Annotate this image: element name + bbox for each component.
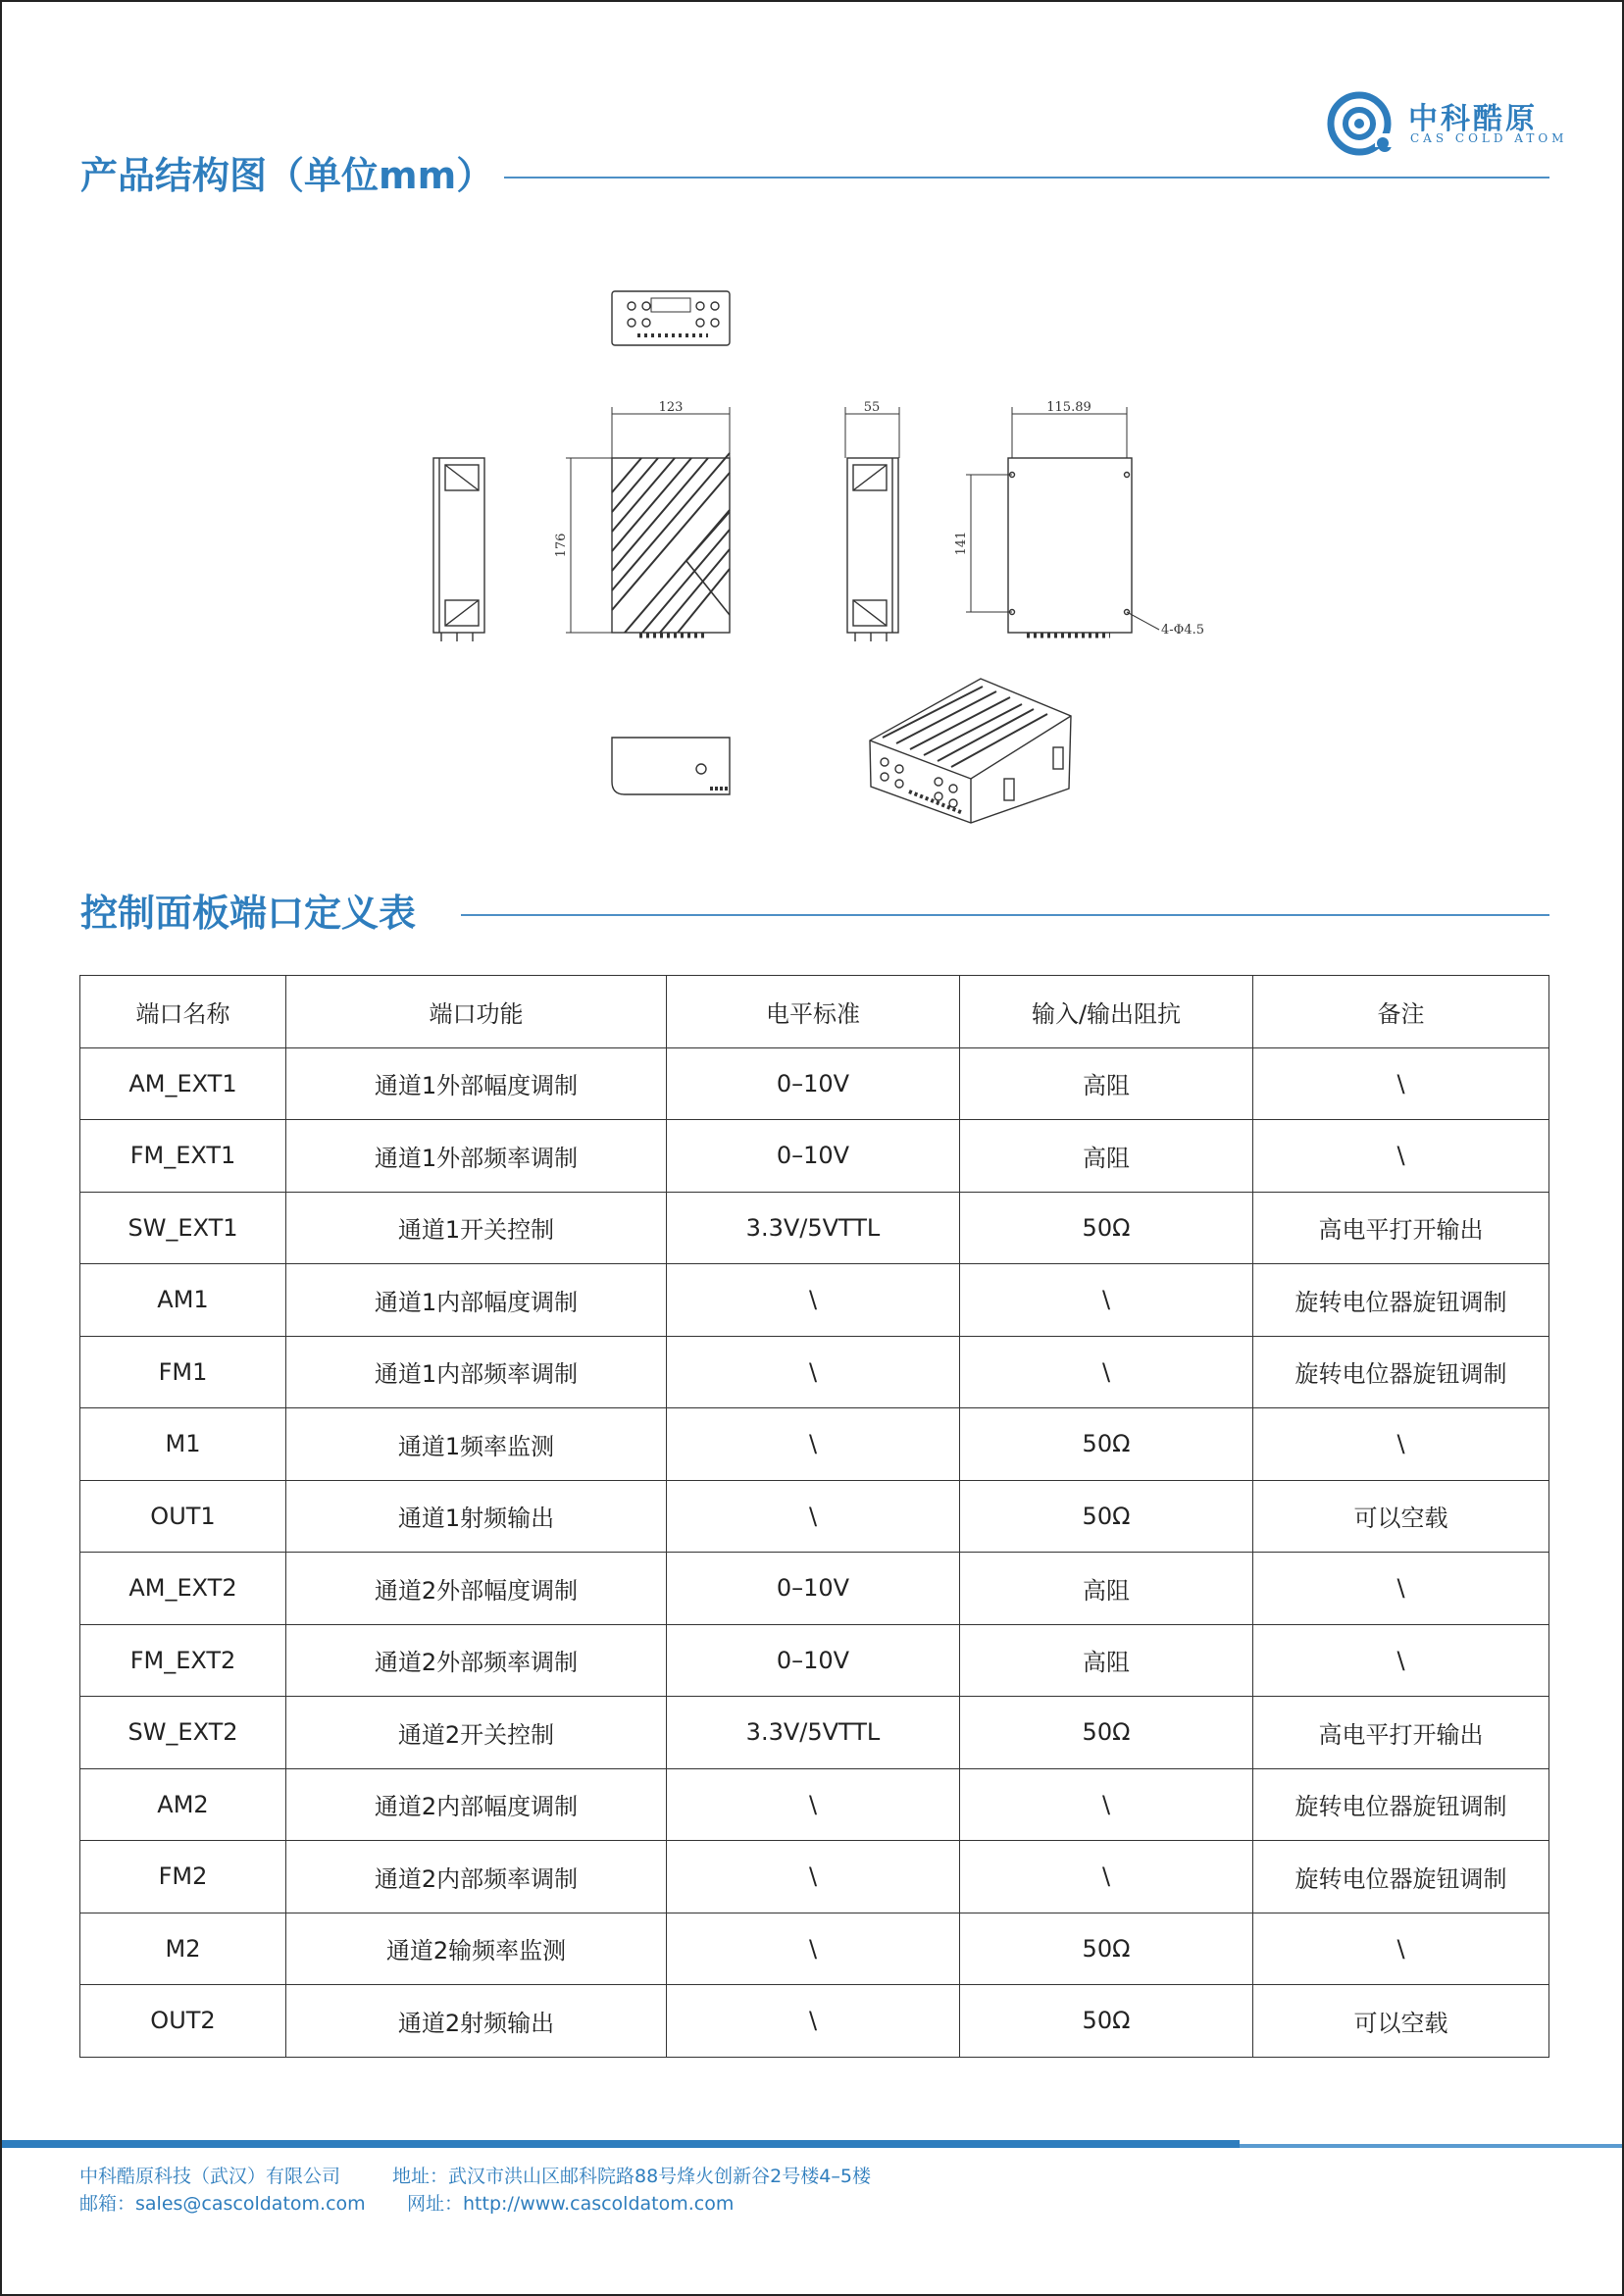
cell-remarks: \ [1253,1913,1549,1985]
isometric-view [870,679,1071,823]
back-view [954,400,1204,638]
section-structure-header [80,151,1549,200]
header-level-standard: 电平标准 [667,976,960,1048]
cell-remarks: 旋转电位器旋钮调制 [1253,1841,1549,1913]
section-divider [504,177,1549,179]
footer-bar [2,2140,1240,2148]
logo-mark-icon [1326,88,1404,159]
table-row [80,1120,1549,1193]
cell-impedance: \ [960,1264,1253,1337]
table-row [80,1841,1549,1913]
footer-company: 中科酷原科技（武汉）有限公司 [79,2166,341,2187]
section-divider [461,914,1549,916]
dim-mount-height-label: 141 [954,531,969,556]
table-row [80,1624,1549,1697]
cell-level-standard: \ [667,1841,960,1913]
cell-impedance: \ [960,1768,1253,1841]
cell-port-name: FM2 [80,1841,286,1913]
bottom-view [612,738,730,794]
hole-spec-label: 4-Φ4.5 [1161,623,1204,638]
top-view [612,291,730,345]
table-row [80,1913,1549,1985]
cell-impedance: 50Ω [960,1913,1253,1985]
port-definition-table [79,975,1549,2058]
footer-bar-thin [1240,2144,1622,2148]
footer-website[interactable]: 网址：http://www.cascoldatom.com [407,2193,735,2215]
cell-impedance: 50Ω [960,1408,1253,1481]
right-side-view [845,400,899,641]
cell-impedance: 50Ω [960,1697,1253,1769]
cell-port-name: AM1 [80,1264,286,1337]
cell-remarks: 旋转电位器旋钮调制 [1253,1264,1549,1337]
dim-width-label: 123 [658,400,684,415]
dim-mount-width-label: 115.89 [1046,400,1091,415]
cell-port-name: M1 [80,1408,286,1481]
cell-level-standard: 0–10V [667,1120,960,1193]
cell-port-function: 通道1外部频率调制 [286,1120,667,1193]
cell-level-standard: \ [667,1408,960,1481]
cell-remarks: \ [1253,1553,1549,1625]
table-row [80,1697,1549,1769]
table-row [80,1408,1549,1481]
cell-level-standard: 3.3V/5VTTL [667,1697,960,1769]
front-view [554,400,730,636]
cell-port-name: AM_EXT2 [80,1553,286,1625]
dim-depth-label: 55 [863,400,881,415]
cell-port-function: 通道2开关控制 [286,1697,667,1769]
cell-port-name: FM_EXT2 [80,1624,286,1697]
table-row [80,1985,1549,2058]
cell-level-standard: 0–10V [667,1553,960,1625]
cell-impedance: 50Ω [960,1192,1253,1264]
cell-level-standard: 3.3V/5VTTL [667,1192,960,1264]
header-impedance: 输入/输出阻抗 [960,976,1253,1048]
cell-port-function: 通道1内部频率调制 [286,1336,667,1408]
cell-impedance: \ [960,1841,1253,1913]
cell-remarks: \ [1253,1624,1549,1697]
table-row [80,1336,1549,1408]
product-structure-drawing [414,277,1228,826]
table-row [80,1047,1549,1120]
cell-level-standard: 0–10V [667,1624,960,1697]
cell-remarks: 旋转电位器旋钮调制 [1253,1336,1549,1408]
cell-level-standard: \ [667,1985,960,2058]
cell-port-function: 通道1射频输出 [286,1480,667,1553]
table-row [80,1553,1549,1625]
cell-port-name: AM_EXT1 [80,1047,286,1120]
cell-impedance: 50Ω [960,1480,1253,1553]
cell-remarks: 可以空载 [1253,1480,1549,1553]
cell-level-standard: \ [667,1264,960,1337]
cell-remarks: 旋转电位器旋钮调制 [1253,1768,1549,1841]
section-structure-title: 产品结构图（单位mm） [80,154,494,197]
header-remarks: 备注 [1253,976,1549,1048]
cell-level-standard: \ [667,1913,960,1985]
left-side-view [433,458,484,641]
cell-impedance: 高阻 [960,1120,1253,1193]
cell-impedance: 高阻 [960,1624,1253,1697]
cell-port-name: OUT2 [80,1985,286,2058]
cell-port-name: FM_EXT1 [80,1120,286,1193]
table-row [80,1480,1549,1553]
cell-remarks: \ [1253,1408,1549,1481]
section-ports-title: 控制面板端口定义表 [80,892,417,935]
cell-port-function: 通道2外部频率调制 [286,1624,667,1697]
table-row [80,1264,1549,1337]
cell-port-function: 通道1频率监测 [286,1408,667,1481]
cell-impedance: 高阻 [960,1553,1253,1625]
cell-port-name: SW_EXT1 [80,1192,286,1264]
section-ports-header [80,889,1549,938]
footer-address: 地址：武汉市洪山区邮科院路88号烽火创新谷2号楼4–5楼 [392,2166,871,2187]
dim-height-label: 176 [554,533,569,558]
cell-impedance: 高阻 [960,1047,1253,1120]
cell-port-name: M2 [80,1913,286,1985]
cell-port-name: FM1 [80,1336,286,1408]
cell-level-standard: 0–10V [667,1047,960,1120]
cell-level-standard: \ [667,1480,960,1553]
table-row [80,1768,1549,1841]
cell-remarks: \ [1253,1120,1549,1193]
cell-port-function: 通道2内部幅度调制 [286,1768,667,1841]
company-logo [1326,88,1568,159]
cell-impedance: \ [960,1336,1253,1408]
cell-port-function: 通道1开关控制 [286,1192,667,1264]
cell-remarks: 可以空载 [1253,1985,1549,2058]
cell-port-function: 通道2射频输出 [286,1985,667,2058]
logo-name-zh: 中科酷原 [1408,102,1538,136]
cell-port-function: 通道2外部幅度调制 [286,1553,667,1625]
logo-name-en: CAS COLD ATOM [1410,131,1568,145]
cell-port-name: AM2 [80,1768,286,1841]
cell-remarks: \ [1253,1047,1549,1120]
cell-impedance: 50Ω [960,1985,1253,2058]
cell-level-standard: \ [667,1768,960,1841]
cell-remarks: 高电平打开输出 [1253,1697,1549,1769]
cell-port-name: OUT1 [80,1480,286,1553]
cell-port-function: 通道1内部幅度调制 [286,1264,667,1337]
cell-level-standard: \ [667,1336,960,1408]
cell-port-function: 通道2输频率监测 [286,1913,667,1985]
cell-port-function: 通道2内部频率调制 [286,1841,667,1913]
table-row [80,1192,1549,1264]
cell-port-function: 通道1外部幅度调制 [286,1047,667,1120]
cell-port-name: SW_EXT2 [80,1697,286,1769]
header-port-function: 端口功能 [286,976,667,1048]
footer-email[interactable]: 邮箱：sales@cascoldatom.com [79,2193,366,2215]
cell-remarks: 高电平打开输出 [1253,1192,1549,1264]
table-header-row [80,976,1549,1048]
header-port-name: 端口名称 [80,976,286,1048]
